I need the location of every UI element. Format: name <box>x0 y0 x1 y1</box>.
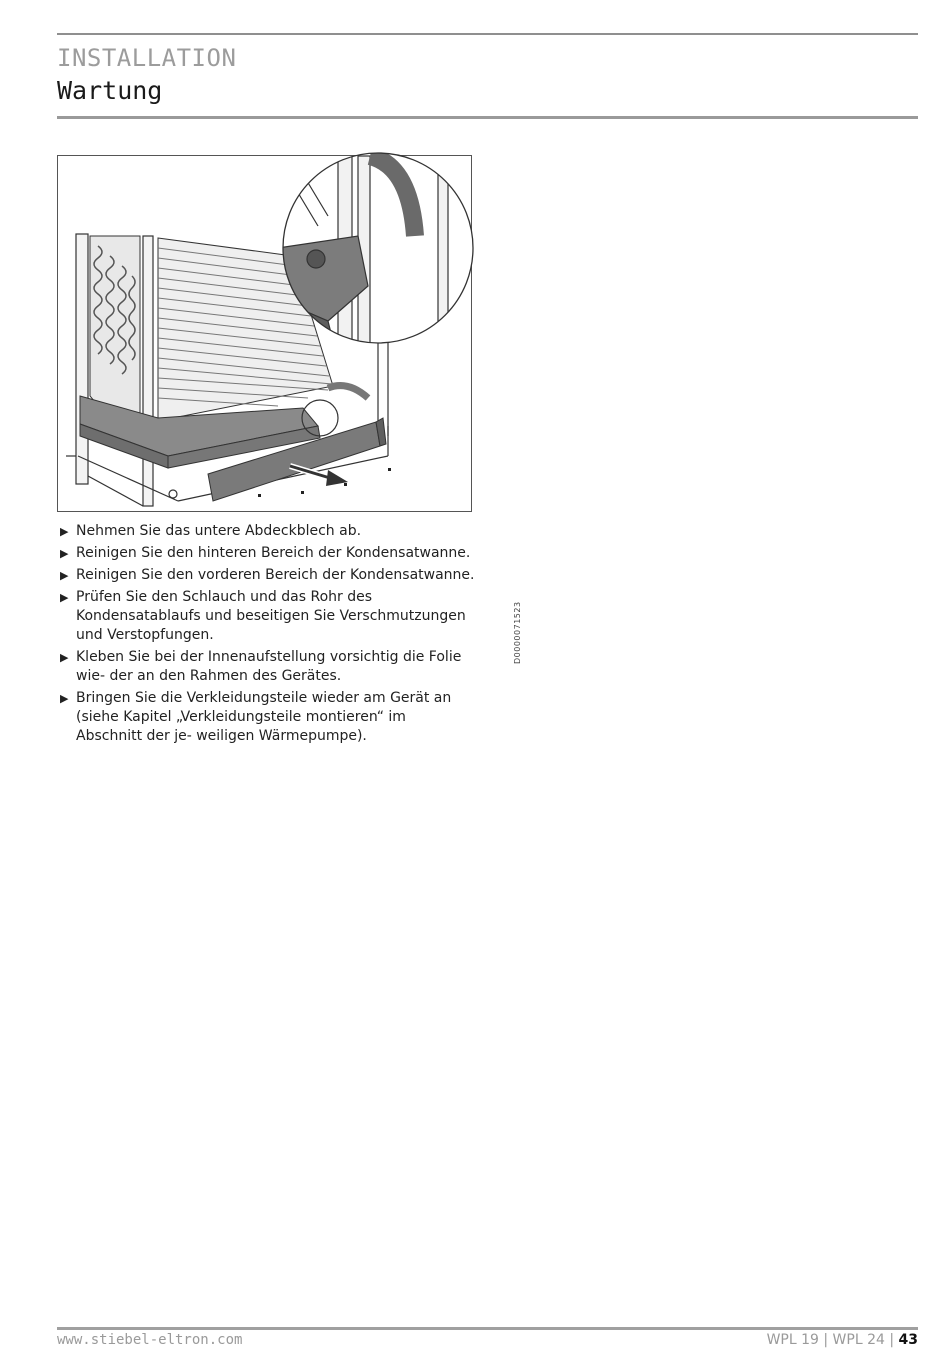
list-item <box>60 689 475 746</box>
list-item <box>60 648 475 686</box>
bullet-arrow-icon: ▶ <box>60 692 69 705</box>
bullet-arrow-icon: ▶ <box>60 525 69 538</box>
page-title: Wartung <box>57 76 163 105</box>
header-bottom-rule <box>57 116 918 119</box>
footer-rule <box>57 1327 918 1330</box>
section-heading: INSTALLATION <box>57 44 237 72</box>
step-text: Kleben Sie bei der Innenaufstellung vorsichtig die Folie wie- der an den Rahmen des Gerätes. <box>76 649 462 684</box>
header-top-rule <box>57 33 918 35</box>
list-item <box>60 588 475 645</box>
step-text: Reinigen Sie den hinteren Bereich der Kondensatwanne. <box>76 545 471 561</box>
step-text: Prüfen Sie den Schlauch und das Rohr des Kondensatablaufs und beseitigen Sie Verschmutzungen und Verstopfungen. <box>76 589 466 643</box>
list-item <box>60 544 475 563</box>
footer-url[interactable]: www.stiebel-eltron.com <box>57 1332 243 1348</box>
bullet-arrow-icon: ▶ <box>60 651 69 664</box>
list-item <box>60 566 475 585</box>
page-number: 43 <box>898 1332 918 1348</box>
list-item <box>60 522 475 541</box>
bullet-arrow-icon: ▶ <box>60 547 69 560</box>
bullet-arrow-icon: ▶ <box>60 591 69 604</box>
step-text: Reinigen Sie den vorderen Bereich der Kondensatwanne. <box>76 567 475 583</box>
drain-hose <box>328 386 368 398</box>
instruction-list <box>60 522 475 749</box>
footer-models: WPL 19 | WPL 24 | <box>766 1332 895 1348</box>
figure-id-label: D0000071523 <box>513 601 522 664</box>
bullet-arrow-icon: ▶ <box>60 569 69 582</box>
step-text: Bringen Sie die Verkleidungsteile wieder am Gerät an (siehe Kapitel „Verkleidungsteile montieren“ im Abschnitt der je- weiligen Wärmepumpe). <box>76 690 452 744</box>
step-text: Nehmen Sie das untere Abdeckblech ab. <box>76 523 362 539</box>
removal-arrow <box>290 466 348 486</box>
footer-product-info <box>767 1332 918 1348</box>
heat-pump-drawing <box>58 156 473 513</box>
